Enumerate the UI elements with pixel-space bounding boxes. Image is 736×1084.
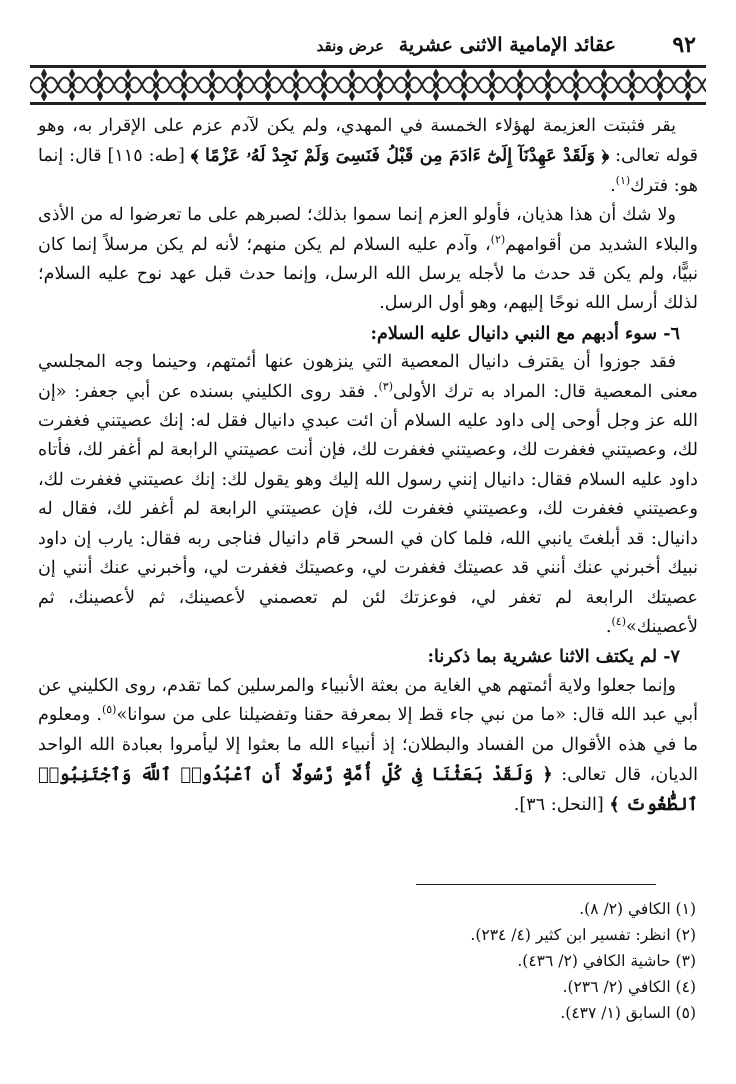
footnote-marker: (٢): [490, 232, 506, 246]
quran-verse: ﴿ وَلَقَدْ عَهِدْنَآ إِلَىٰٓ ءَادَمَ مِن قَبْلُ فَنَسِىَ وَلَمْ نَجِدْ لَهُۥ عَزْمًا ﴾: [190, 145, 610, 167]
book-title: عقائد الإمامية الاثنى عشرية: [398, 34, 616, 56]
footnotes: [36, 896, 696, 1026]
footnote-marker: (٤): [611, 615, 626, 629]
footnote-3: (٣) حاشية الكافي (٢/ ٤٣٦).: [517, 952, 696, 970]
book-subtitle: عرض ونقد: [316, 37, 385, 55]
quran-verse: ﴿ وَلَقَدْ بَعَثْنَا فِى كُلِّ أُمَّةٍ رَّسُولًا أَنِ ٱعْبُدُوا۟ ٱللَّهَ وَٱجْتَنِبُوا۟ ٱلطَّٰغُوتَ ﴾: [38, 763, 698, 816]
paragraph-1: يقر فثبتت العزيمة لهؤلاء الخمسة في المهدي، ولم يكن لآدم عزم على الإقرار به، وهو قوله تعالى: ﴿ وَلَقَدْ عَهِدْنَآ إِلَىٰٓ ءَادَمَ مِن قَبْلُ فَنَسِىَ وَلَمْ نَجِدْ لَهُۥ عَزْمًا ﴾ [طه: ١١٥] قال: إنما هو: فترك$^{(١)}$.: [38, 116, 698, 196]
footnote-marker: (٥): [101, 703, 117, 717]
main-text: [38, 112, 698, 821]
footnote-separator: [416, 884, 656, 885]
footnote-marker: (٣): [378, 379, 393, 393]
running-title: [317, 34, 616, 56]
footnote-1: (١) الكافي (٢/ ٨).: [579, 900, 696, 918]
section-heading-6: ٦- سوء أدبهم مع النبي دانيال عليه السلام:: [370, 322, 680, 344]
decorative-border-ornament: [30, 64, 706, 106]
footnote-2: (٢) انظر: تفسير ابن كثير (٤/ ٢٣٤).: [470, 926, 696, 944]
paragraph-2: ولا شك أن هذا هذيان، فأولو العزم إنما سموا بذلك؛ لصبرهم على ما تعرضوا له من الأذى والبلاء الشديد من أقوامهم$^{(٢)}$، وآدم عليه السلام لم يكن منهم؛ لأنه لم يكن مرسلاً إنما كان نبيًّا، ولم يكن قد حدث ما لأجله يرسل الله الرسل، وإنما حدث قبل عهد نوح عليه السلام؛ لذلك أرسل الله نوحًا إليهم، وهو أول الرسل.: [38, 205, 698, 314]
page-number: ٩٢: [672, 32, 696, 58]
paragraph-3: فقد جوزوا أن يقترف دانيال المعصية التي ينزهون عنها أئمتهم، وحينما وجه المجلسي معنى المعصية قال: المراد به ترك الأولى$^{(٣)}$. فقد روى الكليني بسنده عن أبي جعفر: «إن الله عز وجل أوحى إلى داود عليه السلام أن ائت عبدي دانيال فقل له: إنك عصيتني فغفرت لك، وعصيتني فغفرت لك، وعصيتني فغفرت لك، فإن أنت عصيتني الرابعة لم أغفر لك، فأتاه داود عليه السلام فقال: دانيال إنني رسول الله إليك وهو يقول لك: إنك عصيتني فغفرت لك، وعصيتني فغفرت لك، وعصيتني فغفرت لك، فإن عصيتني الرابعة لم أغفر لك، فقال له دانيال: قد أبلغتَ يانبي الله، فلما كان في السحر قام دانيال فناجى ربه فقال: يارب إن داود نبيك أخبرني عنك أنني قد عصيتك فغفرت لي، وعصيتك فغفرت لي، وأخبرني عنك أنني إن عصيتك الرابعة لم تغفر لي، فوعزتك لئن لم تعصمني لأعصينك، ثم لأعصينك، ثم لأعصينك»$^{(٤)}$.: [38, 352, 698, 637]
footnote-4: (٤) الكافي (٢/ ٢٣٦).: [562, 978, 696, 996]
footnote-5: (٥) السابق (١/ ٤٣٧).: [560, 1004, 696, 1022]
footnote-marker: (١): [615, 173, 631, 187]
section-heading-7: ٧- لم يكتف الاثنا عشرية بما ذكرنا:: [427, 646, 680, 668]
page-header: [40, 32, 696, 62]
paragraph-4: وإنما جعلوا ولاية أئمتهم هي الغاية من بعثة الأنبياء والمرسلين كما تقدم، روى الكليني عن أبي عبد الله قال: «ما من نبي جاء قط إلا بمعرفة حقنا وتفضيلنا على من سوانا»$^{(٥)}$. ومعلوم ما في هذه الأقوال من الفساد والبطلان؛ إذ أنبياء الله ما بعثوا إلا ليأمروا بعبادة الله الواحد الديان، قال تعالى: ﴿ وَلَقَدْ بَعَثْنَا فِى كُلِّ أُمَّةٍ رَّسُولًا أَنِ ٱعْبُدُوا۟ ٱللَّهَ وَٱجْتَنِبُوا۟ ٱلطَّٰغُوتَ ﴾ [النحل: ٣٦].: [38, 675, 698, 816]
